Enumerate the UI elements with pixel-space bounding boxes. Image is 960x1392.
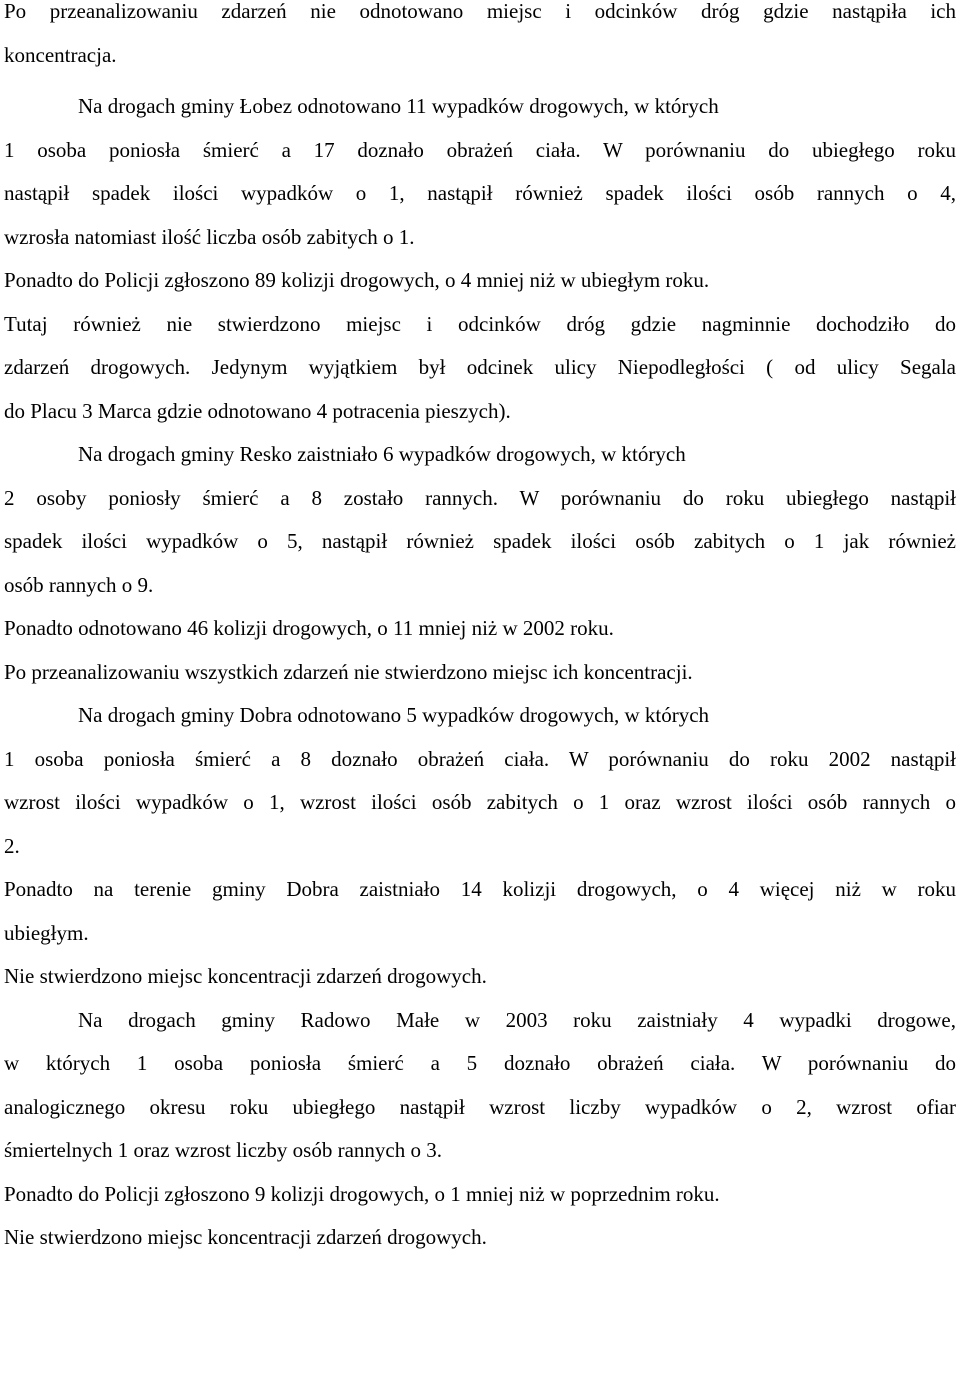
paragraph-4-line-2: spadek ilości wypadków o 5, nastąpił również spadek ilości osób zabitych o 1 jak również (4, 529, 956, 553)
paragraph-1-line-0: Na drogach gminy Łobez odnotowano 11 wypadków drogowych, w których (78, 94, 719, 118)
paragraph-0-line-1: koncentracja. (4, 42, 117, 67)
paragraph-1-line-1: 1 osoba poniosła śmierć a 17 doznało obrażeń ciała. W porównaniu do ubiegłego roku (4, 137, 956, 162)
paragraph-10-line-3: śmiertelnych 1 oraz wzrost liczby osób rannych o 3. (4, 1138, 442, 1162)
paragraph-10-line-1: w których 1 osoba poniosła śmierć a 5 doznało obrażeń ciała. W porównaniu do (4, 1051, 956, 1075)
paragraph-3-line-1: zdarzeń drogowych. Jedynym wyjątkiem był odcinek ulicy Niepodległości ( od ulicy Segala (4, 355, 956, 379)
paragraph-6-line-0: Po przeanalizowaniu wszystkich zdarzeń nie stwierdzono miejsc ich koncentracji. (4, 659, 693, 684)
paragraph-7-line-1: 1 osoba poniosła śmierć a 8 doznało obrażeń ciała. W porównaniu do roku 2002 nastąpił (4, 746, 956, 771)
paragraph-1-line-3: wzrosła natomiast ilość liczba osób zabitych o 1. (4, 224, 415, 249)
paragraph-3-line-0: Tutaj również nie stwierdzono miejsc i odcinków dróg gdzie nagminnie dochodziło do (4, 311, 956, 336)
paragraph-4-line-3: osób rannych o 9. (4, 572, 154, 597)
paragraph-2-line-0: Ponadto do Policji zgłoszono 89 kolizji drogowych, o 4 mniej niż w ubiegłym roku. (4, 268, 710, 292)
paragraph-5-line-0: Ponadto odnotowano 46 kolizji drogowych, o 11 mniej niż w 2002 roku. (4, 616, 614, 640)
paragraph-9-line-0: Nie stwierdzono miejsc koncentracji zdarzeń drogowych. (4, 964, 487, 988)
paragraph-7-line-0: Na drogach gminy Dobra odnotowano 5 wypadków drogowych, w których (78, 703, 710, 727)
paragraph-8-line-1: ubiegłym. (4, 920, 89, 945)
paragraph-4-line-0: Na drogach gminy Resko zaistniało 6 wypadków drogowych, w których (78, 442, 686, 466)
paragraph-4-line-1: 2 osoby poniosły śmierć a 8 zostało rannych. W porównaniu do roku ubiegłego nastąpił (4, 485, 956, 510)
paragraph-8-line-0: Ponadto na terenie gminy Dobra zaistniało 14 kolizji drogowych, o 4 więcej niż w roku (4, 877, 956, 901)
paragraph-11-line-0: Ponadto do Policji zgłoszono 9 kolizji drogowych, o 1 mniej niż w poprzednim roku. (4, 1181, 720, 1206)
paragraph-10-line-0: Na drogach gminy Radowo Małe w 2003 roku zaistniały 4 wypadki drogowe, (78, 1007, 956, 1032)
paragraph-10-line-2: analogicznego okresu roku ubiegłego nastąpił wzrost liczby wypadków o 2, wzrost ofiar (4, 1094, 956, 1119)
paragraph-3-line-2: do Placu 3 Marca gdzie odnotowano 4 potracenia pieszych). (4, 398, 511, 423)
paragraph-7-line-3: 2. (4, 833, 20, 858)
paragraph-0-line-0: Po przeanalizowaniu zdarzeń nie odnotowano miejsc i odcinków dróg gdzie nastąpiła ich (4, 0, 956, 23)
paragraph-12-line-0: Nie stwierdzono miejsc koncentracji zdarzeń drogowych. (4, 1225, 487, 1249)
paragraph-1-line-2: nastąpił spadek ilości wypadków o 1, nastąpił również spadek ilości osób rannych o 4, (4, 181, 956, 205)
paragraph-7-line-2: wzrost ilości wypadków o 1, wzrost ilości osób zabitych o 1 oraz wzrost ilości osób rannych o (4, 790, 956, 814)
